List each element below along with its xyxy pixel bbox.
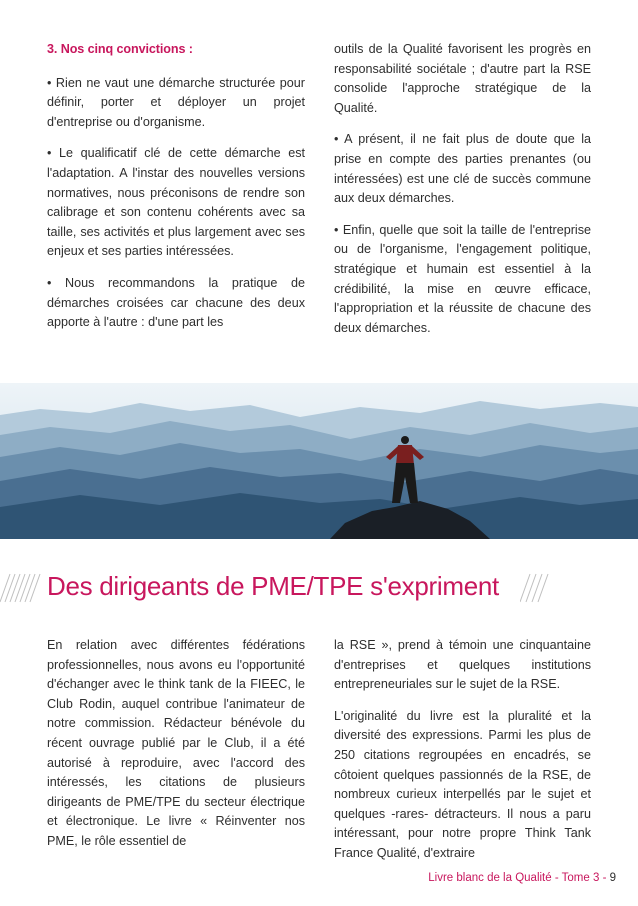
- paragraph: • Le qualificatif clé de cette démarche est l'adaptation. A l'instar des nouvelles versions normatives, nous préconisons de rendre son calibrage et son contenu cohérents avec sa taille, ses activités et plus largement avec ses enjeux et ses parties intéressées.: [47, 146, 305, 259]
- paragraph: outils de la Qualité favorisent les progrès en responsabilité sociétale ; d'autre part la RSE consolide l'approche stratégique de la Qualité.: [334, 42, 591, 115]
- paragraph: • Enfin, quelle que soit la taille de l'entreprise ou de l'organisme, l'engagement politique, stratégique et humain est essentiel à la crédibilité, la mise en œuvre efficace, l'appropriation et la réussite de chacune des deux démarches.: [334, 222, 591, 335]
- convictions-right-column: [334, 40, 591, 350]
- section-title: Des dirigeants de PME/TPE s'expriment: [47, 571, 499, 601]
- paragraph: En relation avec différentes fédérations professionnelles, nous avons eu l'opportunité d'échanger avec le think tank de la FIEEC, le Club Rodin, auquel contribue l'animateur de notre commission. Rédacteur bénévole du récent ouvrage publié par le Club, il a été autorisé à reproduire, avec l'accord des intéressés, les citations de plusieurs dirigeants de PME/TPE du secteur électrique et électronique. Le livre « Réinventer nos PME, le rôle essentiel de: [47, 638, 305, 848]
- section-left-column: [47, 636, 305, 864]
- convictions-left-column: [47, 40, 305, 345]
- paragraph: la RSE », prend à témoin une cinquantaine d'entreprises et quelques institutions entrepreneuriales sur le sujet de la RSE.: [334, 638, 591, 692]
- convictions-heading: 3. Nos cinq convictions :: [47, 42, 193, 56]
- page-number: 9: [609, 872, 616, 884]
- mountain-hiker-photo: [0, 383, 638, 539]
- paragraph: L'originalité du livre est la pluralité et la diversité des expressions. Parmi les plus de 250 citations regroupées en encadrés, se côtoient quelques passionnés de la RSE, de nombreux curieux interpellés par le sujet et quelques -rares- détracteurs. Il nous a paru intéressant, pour notre propre Think Tank France Qualité, d'extraire: [334, 708, 591, 860]
- paragraph: • A présent, il ne fait plus de doute que la prise en compte des parties prenantes (ou intéressées) est une clé de succès commune aux deux démarches.: [334, 132, 591, 206]
- paragraph: • Nous recommandons la pratique de démarches croisées car chacune des deux apporte à l'autre : d'une part les: [47, 275, 305, 330]
- footer-book-title: Livre blanc de la Qualité - Tome 3 -: [428, 872, 610, 884]
- hatch-decoration: [520, 568, 600, 608]
- section-right-column: [334, 636, 591, 876]
- hatch-decoration: [0, 568, 44, 608]
- page-footer: [428, 872, 616, 884]
- paragraph: • Rien ne vaut une démarche structurée pour définir, porter et déployer un projet d'entreprise ou d'organisme.: [47, 75, 305, 129]
